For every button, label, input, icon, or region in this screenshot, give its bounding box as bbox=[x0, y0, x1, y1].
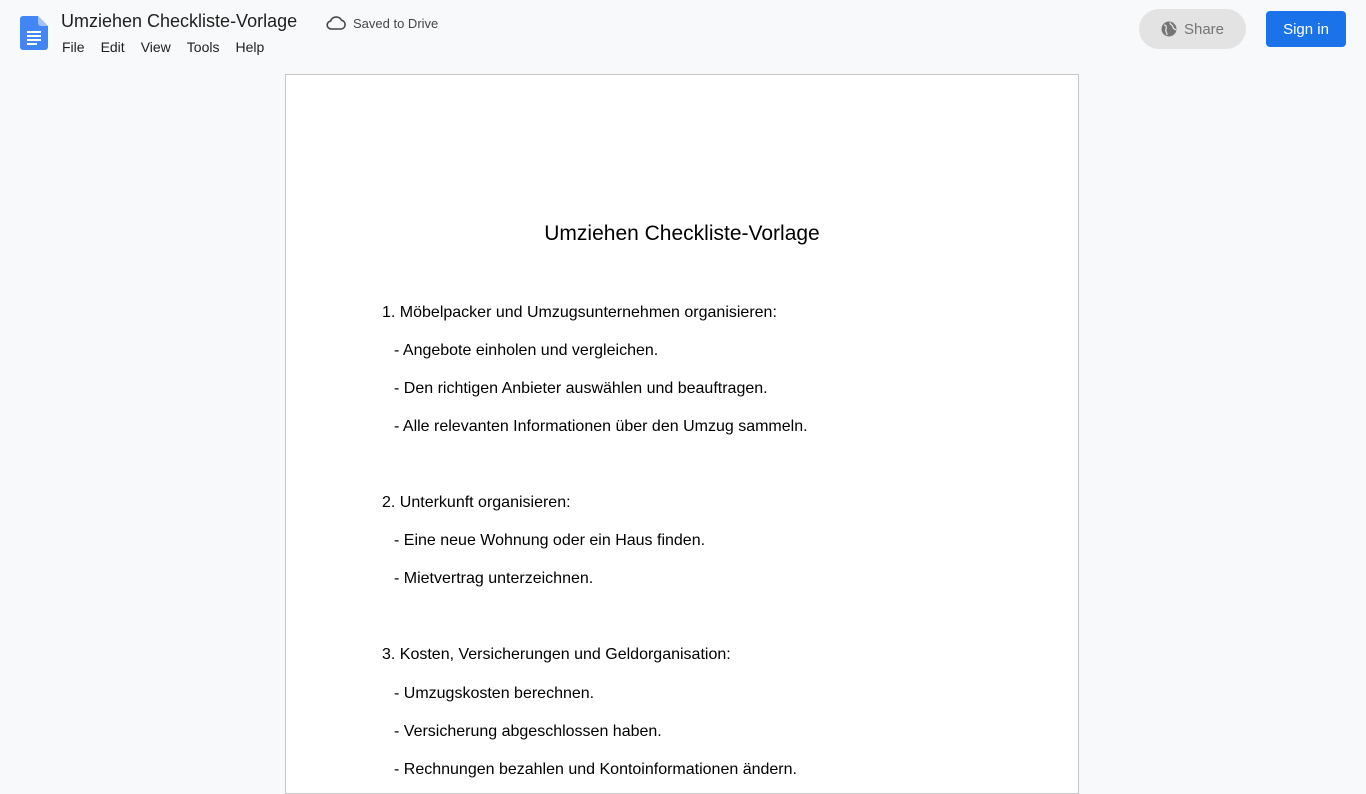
saved-status-label: Saved to Drive bbox=[353, 15, 439, 31]
list-item: - Alle relevanten Informationen über den Umzug sammeln. bbox=[394, 418, 808, 435]
list-item: - Rechnungen bezahlen und Kontoinformationen ändern. bbox=[394, 761, 797, 778]
globe-icon bbox=[1161, 21, 1177, 37]
cloud-done-icon bbox=[326, 16, 346, 30]
document-page[interactable] bbox=[285, 74, 1079, 794]
list-item: 1. Möbelpacker und Umzugsunternehmen organisieren: bbox=[382, 304, 777, 321]
document-heading: Umziehen Checkliste-Vorlage bbox=[544, 222, 820, 245]
google-docs-logo-icon[interactable] bbox=[20, 16, 48, 50]
list-item: - Versicherung abgeschlossen haben. bbox=[394, 723, 662, 740]
list-item: - Den richtigen Anbieter auswählen und beauftragen. bbox=[394, 380, 768, 397]
top-bar bbox=[0, 0, 1366, 64]
saved-status bbox=[326, 14, 438, 32]
menu-tools[interactable]: Tools bbox=[186, 39, 220, 55]
share-button[interactable] bbox=[1139, 9, 1246, 49]
list-item: - Umzugskosten berechnen. bbox=[394, 685, 595, 702]
list-item: - Eine neue Wohnung oder ein Haus finden. bbox=[394, 532, 706, 549]
list-item: 2. Unterkunft organisieren: bbox=[382, 494, 571, 511]
sign-in-button[interactable]: Sign in bbox=[1266, 11, 1346, 47]
list-item: - Angebote einholen und vergleichen. bbox=[394, 342, 659, 359]
menu-view[interactable]: View bbox=[140, 39, 171, 55]
share-button-label: Share bbox=[1183, 20, 1225, 38]
menu-help[interactable]: Help bbox=[235, 39, 265, 55]
menu-file[interactable]: File bbox=[62, 39, 85, 55]
list-item: - Mietvertrag unterzeichnen. bbox=[394, 570, 594, 587]
menu-edit[interactable]: Edit bbox=[100, 39, 125, 55]
document-title[interactable]: Umziehen Checkliste-Vorlage bbox=[61, 11, 298, 31]
list-item: 3. Kosten, Versicherungen und Geldorganisation: bbox=[382, 646, 731, 663]
menu-bar bbox=[54, 36, 272, 58]
